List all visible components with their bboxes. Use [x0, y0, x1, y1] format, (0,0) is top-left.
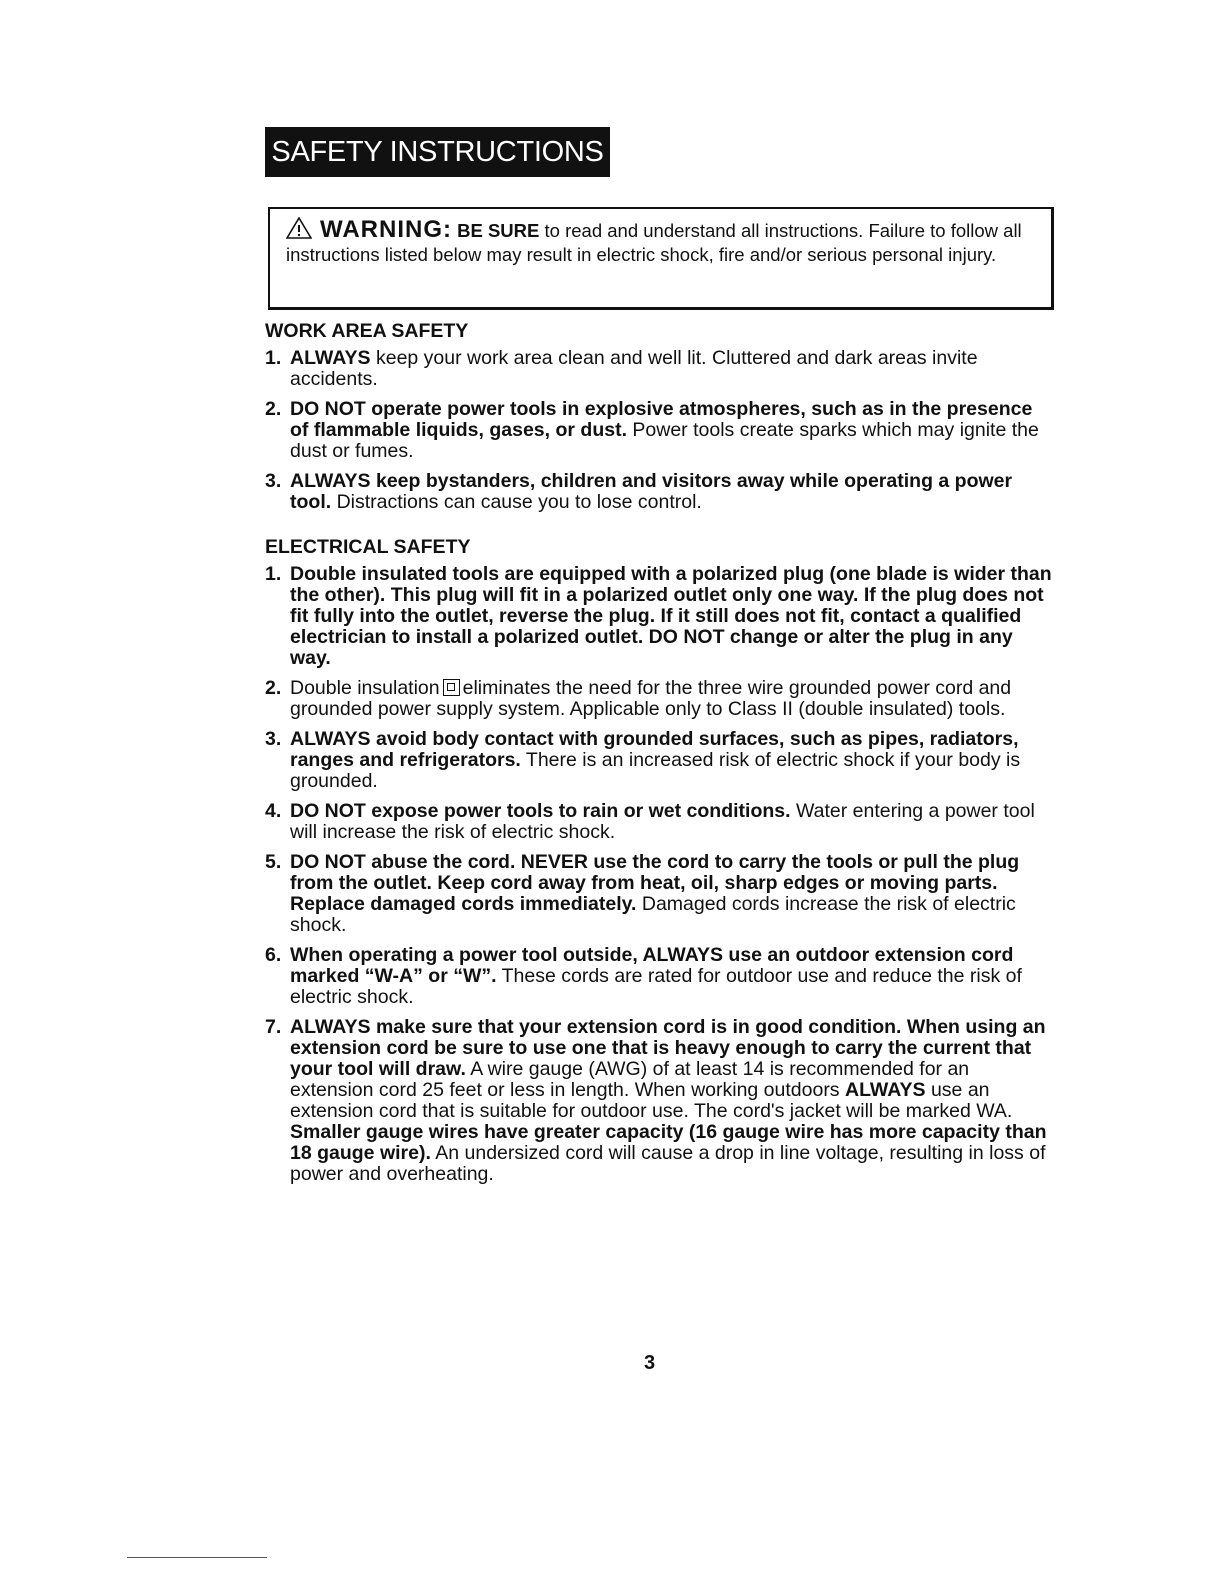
item-text: Distractions can cause you to lose control. [331, 491, 702, 513]
list-item [265, 678, 1055, 720]
warning-box [268, 207, 1054, 310]
item-text: Power tools create sparks which may ignite the dust or fumes. [290, 419, 1039, 462]
section-heading: WORK AREA SAFETY [265, 320, 469, 342]
list-item [265, 399, 1055, 462]
item-number: 5. [265, 851, 282, 873]
item-bold-text: DO NOT expose power tools to rain or wet conditions. [290, 800, 791, 822]
item-text: These cords are rated for outdoor use and reduce the risk of electric shock. [290, 965, 1022, 1008]
item-text: use an extension cord that is suitable for outdoor use. The cord's jacket will be marked WA. [290, 1079, 1013, 1122]
list-item [265, 564, 1055, 669]
item-bold-text: ALWAYS [844, 1079, 926, 1101]
item-number: 1. [265, 347, 282, 369]
list-item [265, 348, 1055, 390]
section-heading: ELECTRICAL SAFETY [265, 536, 471, 558]
section-title-banner: SAFETY INSTRUCTIONS [265, 127, 610, 177]
list-item [265, 801, 1055, 843]
double-insulation-icon [443, 679, 460, 696]
item-text: eliminates the need for the three wire grounded power cord and grounded power supply system. Applicable only to Class II (double insulated) tools. [290, 677, 1012, 720]
list-item [265, 852, 1055, 936]
item-bold-text: ALWAYS make sure that your extension cord is in good condition. When using an extension cord be sure to use one that is heavy enough to carry the current that your tool will draw. [290, 1016, 1046, 1080]
item-bold-text: DO NOT operate power tools in explosive atmospheres, such as in the presence of flammable liquids, gases, or dust. [290, 398, 1033, 441]
item-text: Water entering a power tool will increase the risk of electric shock. [290, 800, 1035, 843]
list-item [265, 729, 1055, 792]
item-bold-text: Double insulated tools are equipped with a polarized plug (one blade is wider than the other). This plug will fit in a polarized outlet only one way. If the plug does not fit fully into the outlet, reverse the plug. If it still does not fit, contact a qualified electrician to install a polarized outlet. DO NOT change or alter the plug in any way. [290, 563, 1052, 669]
item-bold-text: DO NOT abuse the cord. NEVER use the cord to carry the tools or pull the plug from the outlet. Keep cord away from heat, oil, sharp edges or moving parts. Replace damaged cords immediately. [290, 851, 1020, 915]
item-number: 1. [265, 563, 282, 585]
item-text: A wire gauge (AWG) of at least 14 is recommended for an extension cord 25 feet or less in length. When working outdoors [290, 1058, 970, 1101]
item-bold-text: Smaller gauge wires have greater capacity (16 gauge wire has more capacity than 18 gauge wire). [290, 1121, 1047, 1164]
work-area-safety-section [265, 321, 1055, 522]
item-text: Damaged cords increase the risk of electric shock. [290, 893, 1016, 936]
item-text: keep your work area clean and well lit. Cluttered and dark areas invite accidents. [290, 347, 978, 390]
warning-triangle-icon [286, 217, 312, 244]
item-number: 4. [265, 800, 282, 822]
item-text: There is an increased risk of electric shock if your body is grounded. [290, 749, 1021, 792]
item-bold-text: ALWAYS [290, 347, 371, 369]
list-item [265, 471, 1055, 513]
item-bold-text: ALWAYS keep bystanders, children and visitors away while operating a power tool. [290, 470, 1013, 513]
item-text: Double insulation [290, 677, 440, 699]
item-text: An undersized cord will cause a drop in line voltage, resulting in loss of power and overheating. [290, 1142, 1046, 1185]
item-number: 2. [265, 398, 282, 420]
page-number: 3 [644, 1352, 656, 1374]
warning-label: WARNING: [320, 216, 452, 243]
item-number: 3. [265, 470, 282, 492]
item-number: 7. [265, 1016, 282, 1038]
item-number: 3. [265, 728, 282, 750]
footer-rule [127, 1557, 267, 1558]
electrical-safety-section [265, 537, 1055, 1194]
list-item [265, 1017, 1055, 1185]
item-number: 6. [265, 944, 282, 966]
warning-text: to read and understand all instructions. Failure to follow all instructions listed below may result in electric shock, fire and/or serious personal injury. [286, 220, 1022, 265]
list-item [265, 945, 1055, 1008]
item-bold-text: ALWAYS avoid body contact with grounded surfaces, such as pipes, radiators, ranges and refrigerators. [290, 728, 1019, 771]
item-bold-text: When operating a power tool outside, ALWAYS use an outdoor extension cord marked “W-A” or “W”. [290, 944, 1014, 987]
item-number: 2. [265, 677, 282, 699]
warning-lead: BE SURE [457, 220, 540, 241]
